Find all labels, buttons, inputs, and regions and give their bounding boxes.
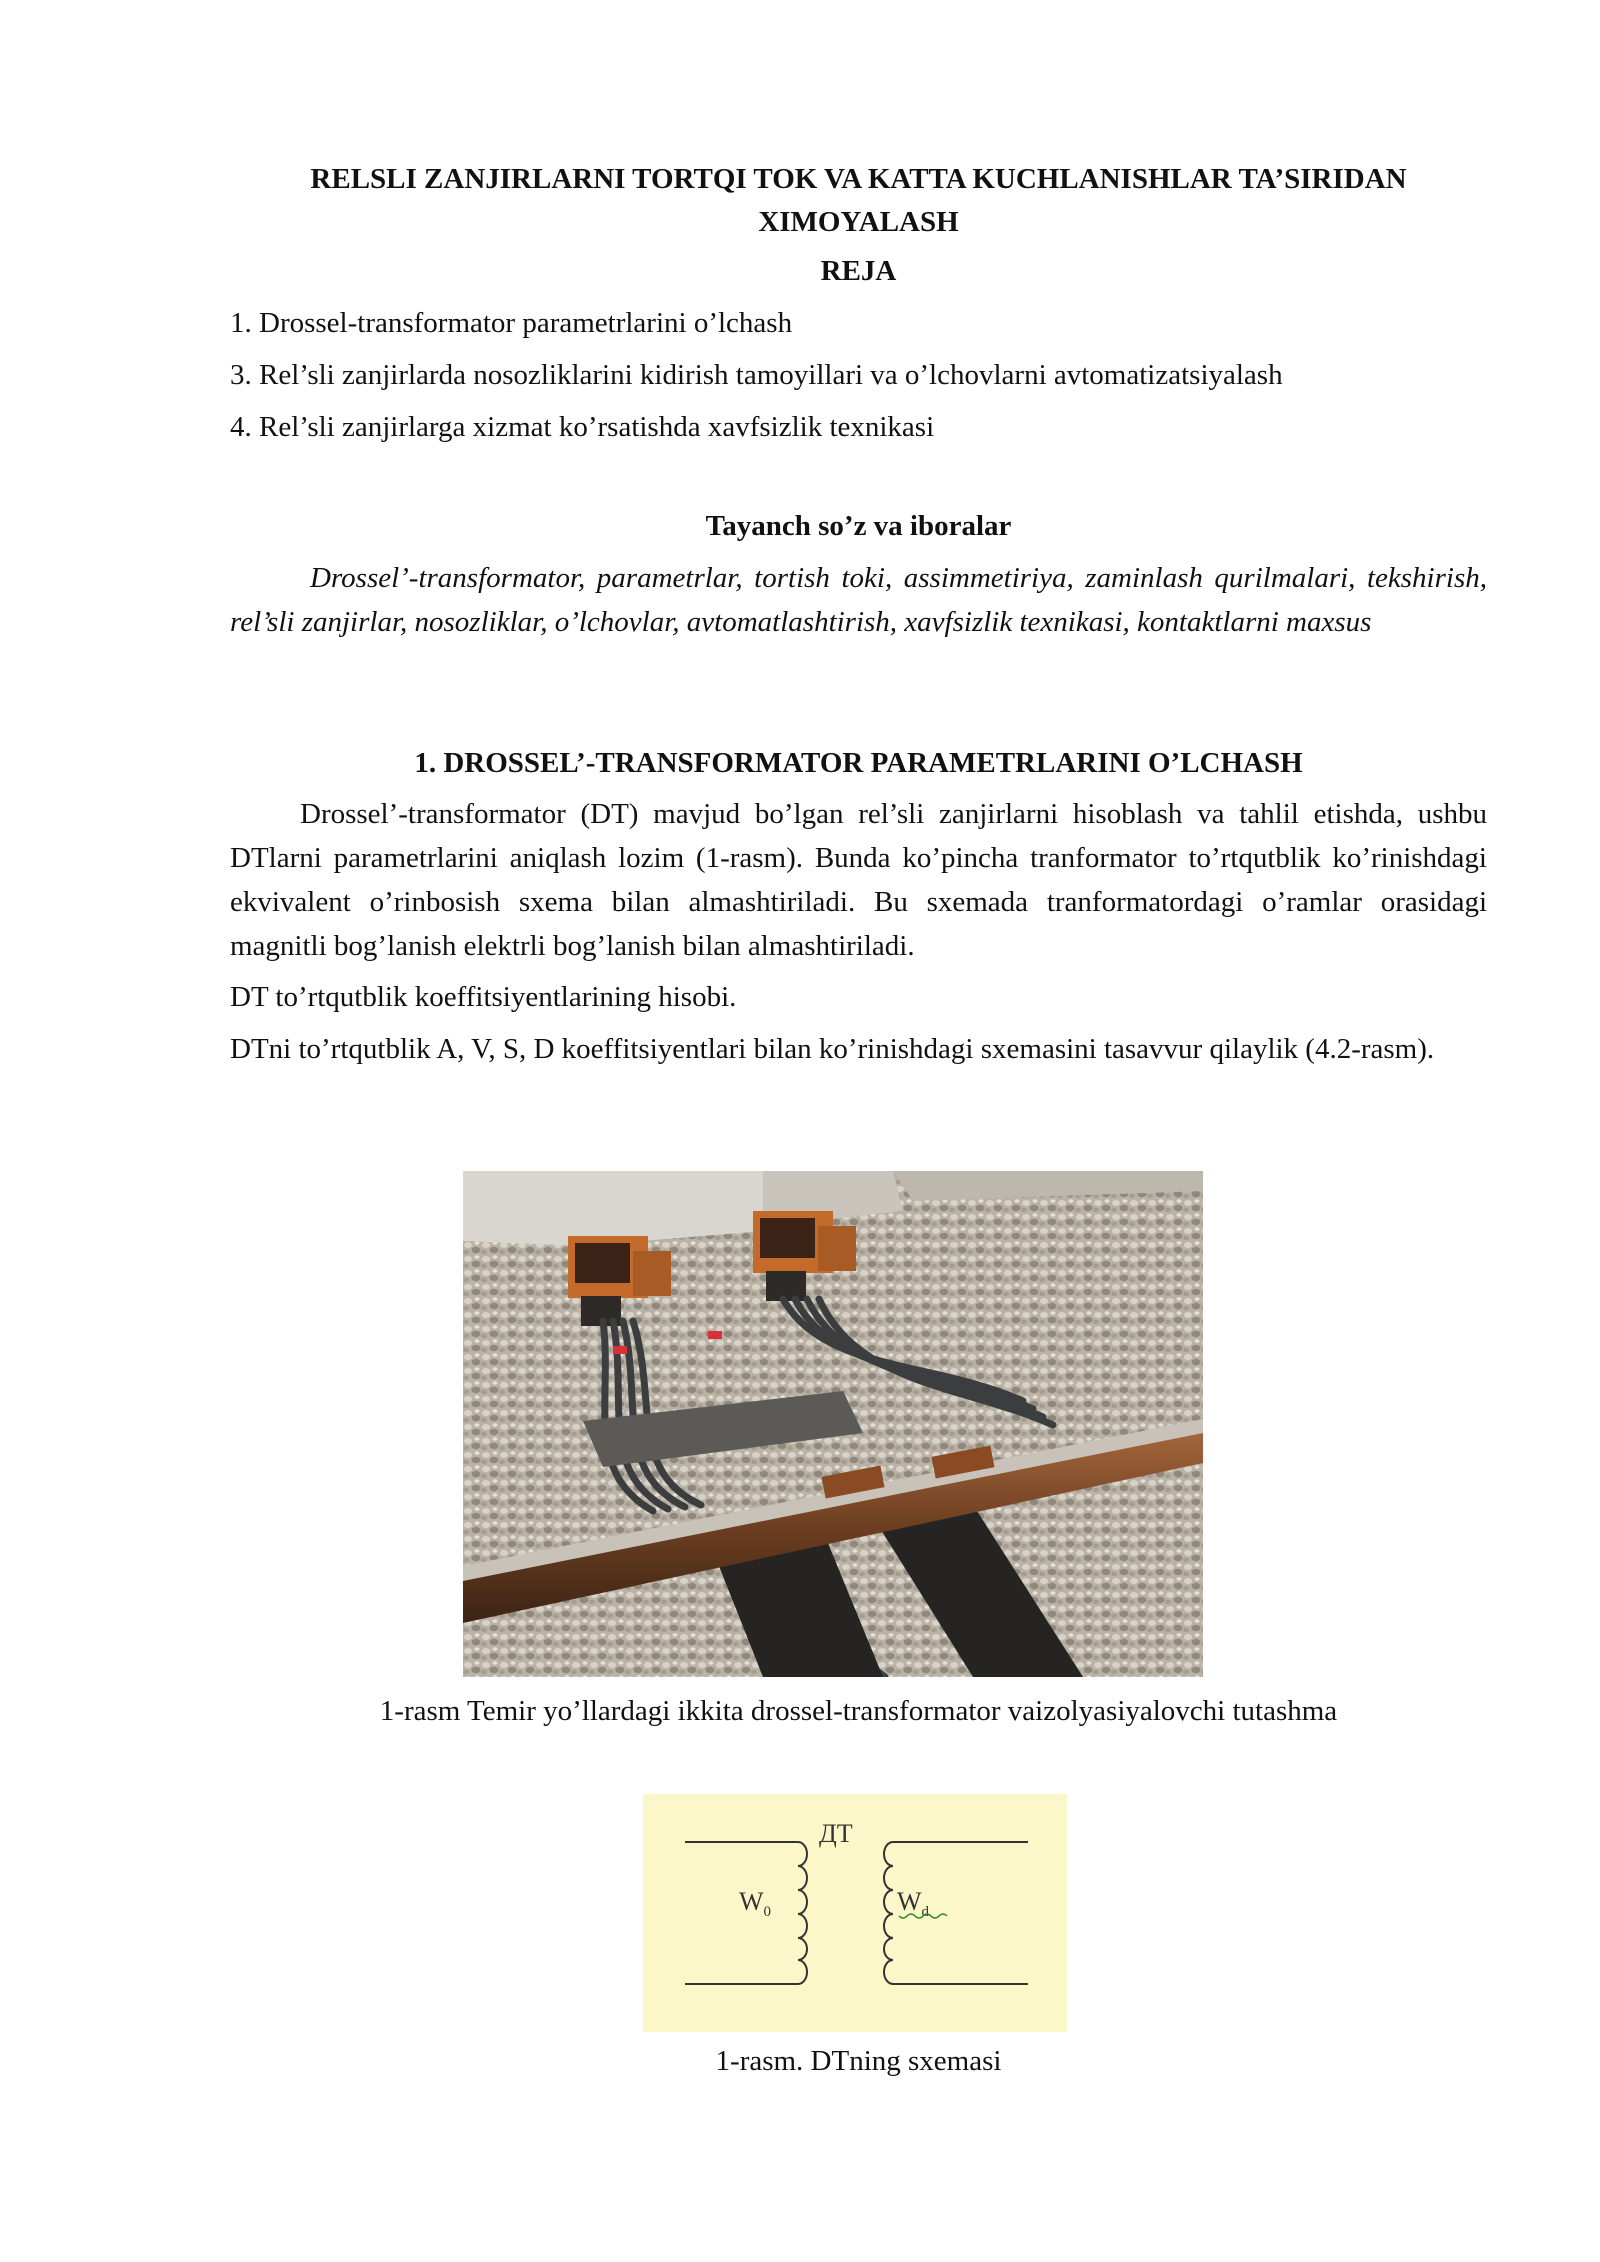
w0-label: $W_0$ (739, 1887, 772, 1920)
body-paragraph: DT to’rtqutblik koeffitsiyentlarining hisobi. (230, 981, 737, 1013)
figure-2-caption: 1-rasm. DTning sxemasi (715, 2045, 1002, 2077)
railway-drossel-transformer-photo (463, 1171, 1203, 1677)
dt-schematic-diagram (643, 1794, 1067, 2032)
figure-1-caption: 1-rasm Temir yo’llardagi ikkita drossel-transformator vaizolyasiyalovchi tutashma (379, 1695, 1338, 1727)
wd-label: $W_d$ (897, 1887, 930, 1920)
plan-item: 4. Rel’sli zanjirlarga xizmat ko’rsatishda xavfsizlik texnikasi (230, 411, 935, 443)
title-line-2: XIMOYALASH (758, 206, 959, 238)
section-heading: 1. DROSSEL’-TRANSFORMATOR PARAMETRLARINI O’LCHASH (414, 747, 1303, 779)
right-coil (884, 1842, 893, 1984)
plan-heading: REJA (820, 255, 897, 287)
plan-item: 1. Drossel-transformator parametrlarini o’lchash (230, 307, 793, 339)
body-paragraph: Drossel’-transformator (DT) mavjud bo’lgan rel’sli zanjirlarni hisoblash va tahlil etishda, ushbu DTlarni parametrlarini aniqlash lozim (1-rasm). Bunda ko’pincha tranformator to’rtqutblik ko’rinishdagi ekvivalent o’rinbosish sxema bilan almashtiriladi. Bu sxemada tranformatordagi o’ramlar orasidagi magnitli bog’lanish elektrli bog’lanish bilan almashtiriladi. (230, 798, 1487, 962)
left-coil (798, 1842, 807, 1984)
document-title (230, 158, 1487, 244)
keywords-text: Drossel’-transformator, parametrlar, tortish toki, assimmetiriya, zaminlash qurilmalari, tekshirish, rel’sli zanjirlar, nosozliklar, o’lchovlar, avtomatlashtirish, xavfsizlik texnikasi, kontaktlarni maxsus (230, 562, 1487, 638)
body-paragraph: DTni to’rtqutblik A, V, S, D koeffitsiyentlari bilan ko’rinishdagi sxemasini tasavvur qilaylik (4.2-rasm). (230, 1033, 1435, 1065)
plan-item: 3. Rel’sli zanjirlarda nosozliklarini kidirish tamoyillari va o’lchovlarni avtomatizatsiyalash (230, 359, 1283, 391)
title-line-1: RELSLI ZANJIRLARNI TORTQI TOK VA KATTA KUCHLANISHLAR TA’SIRIDAN (310, 163, 1407, 195)
keywords-heading: Tayanch so’z va iboralar (705, 510, 1012, 542)
dt-label: ДТ (819, 1819, 853, 1848)
